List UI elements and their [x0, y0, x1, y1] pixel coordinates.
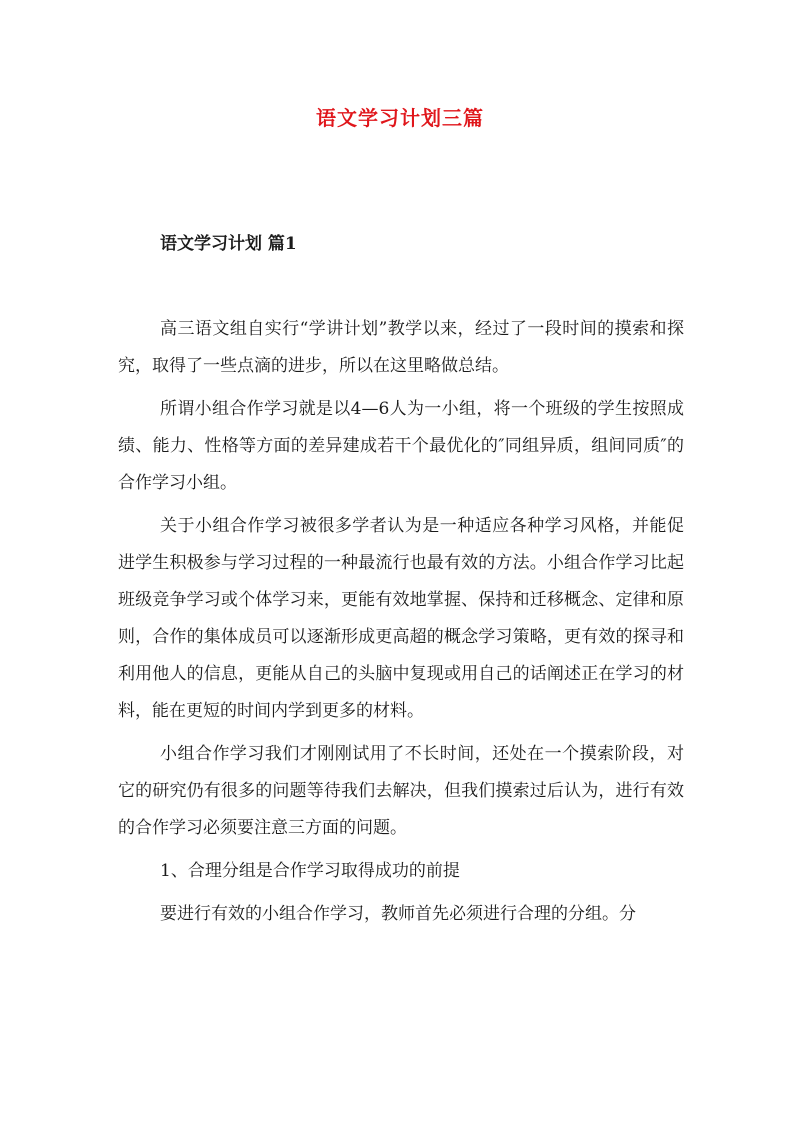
- numbered-subheading: 1、合理分组是合作学习取得成功的前提: [160, 861, 460, 881]
- paragraph: 所谓小组合作学习就是以4—6人为一小组，将一个班级的学生按照成绩、能力、性格等方面的差异建成若干个最优化的″同组异质，组间同质″的合作学习小组。: [118, 399, 684, 493]
- paragraph: 高三语文组自实行“学讲计划”教学以来，经过了一段时间的摸索和探究，取得了一些点滴的进步，所以在这里略做总结。: [118, 319, 684, 376]
- document-body: [118, 311, 684, 939]
- paragraph: 关于小组合作学习被很多学者认为是一种适应各种学习风格，并能促进学生积极参与学习过程的一种最流行也最有效的方法。小组合作学习比起班级竞争学习或个体学习来，更能有效地掌握、保持和迁移概念、定律和原则，合作的集体成员可以逐渐形成更高超的概念学习策略，更有效的探寻和利用他人的信息，更能从自己的头脑中复现或用自己的话阐述正在学习的材料，能在更短的时间内学到更多的材料。: [118, 516, 684, 721]
- document-title: 语文学习计划三篇: [316, 106, 484, 130]
- paragraph: 小组合作学习我们才刚刚试用了不长时间，还处在一个摸索阶段，对它的研究仍有很多的问题等待我们去解决，但我们摸索过后认为，进行有效的合作学习必须要注意三方面的问题。: [118, 744, 684, 838]
- paragraph: 要进行有效的小组合作学习，教师首先必须进行合理的分组。分: [160, 904, 636, 924]
- section-heading: 语文学习计划 篇1: [160, 234, 297, 254]
